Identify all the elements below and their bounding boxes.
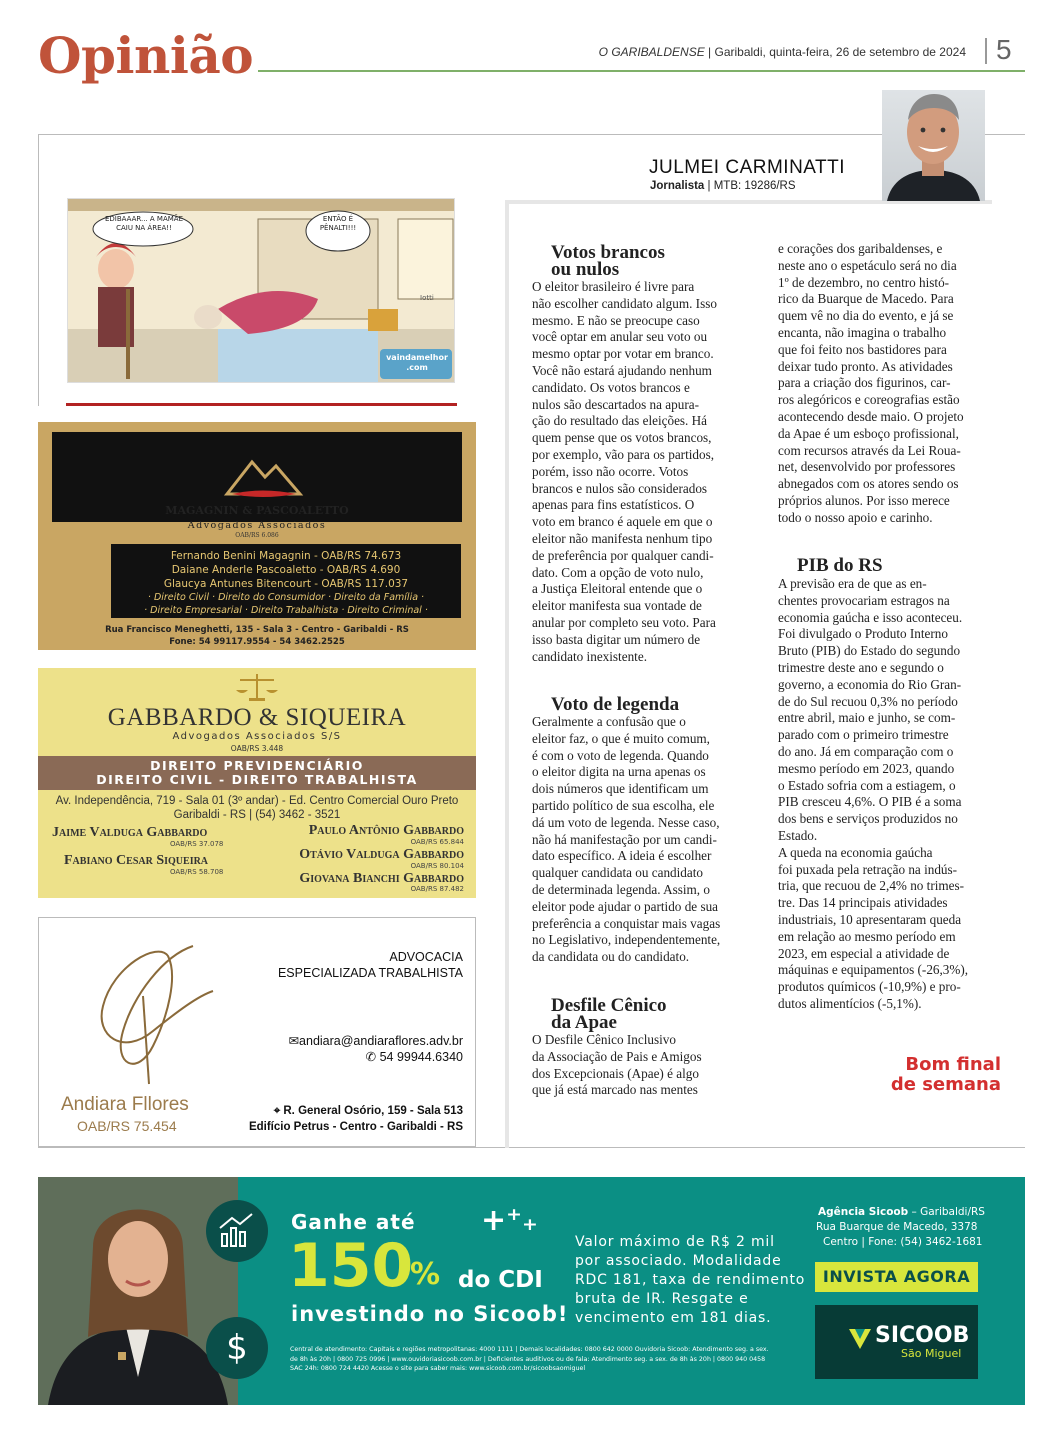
text-line: quem pense que os votos brancos, <box>532 430 712 446</box>
text-line: dutos alimentícios (-5,1%). <box>778 995 922 1011</box>
text-line: máquinas e equipamentos (-26,3%), <box>778 962 969 978</box>
lawyer-oab: OAB/RS 80.104 <box>410 862 464 870</box>
text-line: porém, isso não ocorre. Votos <box>532 463 689 479</box>
text-line: Foi divulgado o Produto Interno <box>778 626 948 642</box>
ad-gabbardo-contact <box>38 794 476 822</box>
text-line: no Legislativo, independentemente, <box>532 932 721 948</box>
text-line: dá um voto de legenda. Nesse caso, <box>532 814 720 830</box>
text-line: eleitor pode ajudar o partido de sua <box>532 898 719 914</box>
text-line: com recursos através da Lei Roua- <box>778 442 961 458</box>
text-line: governo, a economia do Rio Gran- <box>778 676 962 692</box>
scales-of-justice-icon <box>234 672 280 702</box>
cartoon-bubble-left: EDIBAAAR... A MAMÃE CAIU NA ÁREA!! <box>104 215 184 232</box>
location-pin-icon: ⌖ <box>273 1105 284 1117</box>
text-line: tre. Das 14 principais atividades <box>778 895 948 911</box>
envelope-icon: ✉ <box>288 1034 300 1048</box>
text-line: do ano. Já em comparação com o <box>778 743 954 759</box>
text-line: O Desfile Cênico Inclusivo <box>532 1032 676 1047</box>
banner-info <box>575 1233 805 1328</box>
ad-andiara-email-row[interactable] <box>289 1033 463 1048</box>
article-title-line: Desfile Cênico <box>551 995 667 1016</box>
text-line: A previsão era de que as en- <box>778 576 927 591</box>
lawyer-oab: OAB/RS 58.708 <box>170 868 224 876</box>
text-line: dato específico. A ideia é escolher <box>532 848 712 864</box>
article-body-desfile-cont <box>778 241 964 527</box>
plus-signs-icon: +⁺₊ <box>481 1203 538 1238</box>
cartoon-site: vaindamelhor .com <box>386 353 448 372</box>
banner-headline-1: Ganhe até <box>291 1210 416 1234</box>
article-title-line: Votos brancos <box>551 242 665 263</box>
text-line: todo o nosso apoio e carinho. <box>778 509 933 525</box>
ad-andiara-name: Andiara Fllores <box>61 1094 189 1115</box>
text-line: de determinada legenda. Assim, o <box>532 881 710 897</box>
ad-magagnin-areas <box>111 592 461 617</box>
article-body-pib <box>778 576 968 1013</box>
text-line: encanta, não imagina o trabalho <box>778 324 947 340</box>
ad-andiara-address-1: R. General Osório, 159 - Sala 513 <box>283 1105 463 1117</box>
text-line: Bruto (PIB) do Estado do segundo <box>778 643 961 659</box>
text-line: 1º de dezembro, no centro histó- <box>778 274 950 290</box>
sicoob-brand: SICOOB <box>875 1323 970 1348</box>
text-line: o Estado sofria com a estiagem, o <box>778 777 956 793</box>
text-line: dos Excepcionais (Apae) é algo <box>532 1065 699 1081</box>
cartoon <box>67 198 455 383</box>
ad-gabbardo-city: Garibaldi - RS | (54) 3462 - 3521 <box>173 809 341 821</box>
text-line: parado com o primeiro trimestre <box>778 727 949 743</box>
text-line: rico da Buarque de Macedo. Para <box>778 291 954 307</box>
agency-name: Agência Sicoob <box>818 1206 909 1218</box>
text-line: apenas para fins estatísticos. O <box>532 497 695 513</box>
column-border-left <box>505 200 509 1148</box>
lawyer-oab: OAB/RS 87.482 <box>410 885 464 893</box>
article-title-line: da Apae <box>551 1012 617 1033</box>
ad-andiara-address-row <box>274 1105 463 1118</box>
text-line: foi puxada pela retração na indús- <box>778 861 958 877</box>
text-line: mesmo optar por votar em branco. <box>532 346 714 362</box>
text-line: eleitor não manifesta nenhum tipo <box>532 530 713 546</box>
ad-magagnin-firm: MAGAGNIN & PASCOALETTO <box>165 504 349 517</box>
ad-magagnin-firm-sub: Advogados Associados <box>187 520 327 531</box>
page-number: 5 <box>996 34 1012 65</box>
ad-magagnin-oab: OAB/RS 6.086 <box>235 532 279 539</box>
text-line: é com o voto de legenda. Quando <box>532 747 709 763</box>
text-line: a Justiça Eleitoral entende que o <box>532 581 703 597</box>
ad-andiara[interactable] <box>38 917 476 1147</box>
text-line: O eleitor brasileiro é livre para <box>532 279 695 294</box>
text-line: candidato inexistente. <box>532 648 647 664</box>
signature-logo-icon <box>83 936 223 1086</box>
info-line: vencimento em 181 dias. <box>575 1310 772 1326</box>
practice-areas-line: · Direito Empresarial · Direito Trabalhista · Direito Criminal · <box>144 604 428 616</box>
sicoob-banner[interactable] <box>38 1177 1025 1405</box>
text-line: e corações dos garibaldenses, e <box>778 241 943 256</box>
banner-big-number: 150 <box>288 1231 414 1301</box>
text-line: ros alegóricos e coreografias estão <box>778 392 960 408</box>
text-line: mesmo. E não se preocupe caso <box>532 312 700 328</box>
text-line: neste ano o espetáculo será no dia <box>778 257 957 273</box>
text-line: Estado. <box>778 827 818 843</box>
text-line: não escolher candidato algum. Isso <box>532 295 717 311</box>
ad-andiara-address-2: Edifício Petrus - Centro - Garibaldi - RS <box>248 1121 463 1133</box>
text-line: qualquer candidata ou candidato <box>532 865 703 881</box>
banner-fine-print <box>290 1345 769 1374</box>
text-line: de do Sul recuou 0,3% no período <box>778 693 958 709</box>
ad-gabbardo-oab: OAB/RS 3.448 <box>230 744 284 753</box>
frame-left-rule <box>38 134 39 406</box>
info-line: Valor máximo de R$ 2 mil <box>575 1234 775 1250</box>
text-line: eleitor faz, o que é muito comum, <box>532 730 710 746</box>
ad-magagnin-contact <box>38 624 476 648</box>
lawyer-line: Glaucya Antunes Bitencourt - OAB/RS 117.037 <box>163 578 409 590</box>
header-separator <box>985 38 987 64</box>
author-role: Jornalista | MTB: 19286/RS <box>650 180 796 192</box>
invest-now-button[interactable]: INVISTA AGORA <box>815 1262 978 1292</box>
chart-icon-svg <box>206 1200 268 1262</box>
text-line: abnegados com os atores sendo os <box>778 476 959 492</box>
text-line: isso basta digitar um número de <box>532 631 701 647</box>
text-line: não há manifestação por um candi- <box>532 831 717 847</box>
text-line: industriais, 10 apresentaram queda <box>778 911 962 927</box>
author-registration: MTB: 19286/RS <box>713 180 796 192</box>
text-line: dois números que identificam um <box>532 781 709 797</box>
practice-area-line: DIREITO PREVIDENCIÁRIO <box>150 758 364 773</box>
ad-gabbardo-address: Av. Independência, 719 - Sala 01 (3º andar) - Ed. Centro Comercial Ouro Preto <box>55 795 459 807</box>
text-line: você optar em anular seu voto ou <box>532 329 708 345</box>
banner-percent: % <box>410 1257 441 1292</box>
publication-name: O GARIBALDENSE <box>598 45 705 59</box>
text-line: mesmo período em 2023, quando <box>778 760 955 776</box>
dateline: Garibaldi, quinta-feira, 26 de setembro de 2024 <box>714 45 966 59</box>
article-body-legenda <box>532 714 720 966</box>
lawyer-name: Fabiano Cesar Siqueira <box>64 853 209 868</box>
text-line: da candidata ou do candidato. <box>532 949 690 965</box>
text-line: tria, que recuou de 2,4% no trimes- <box>778 878 965 894</box>
text-line: dato. Com a opção de voto nulo, <box>532 564 704 580</box>
ad-andiara-oab: OAB/RS 75.454 <box>77 1118 177 1134</box>
text-line: anular por completo seu voto. Para <box>532 614 716 630</box>
article-title <box>551 696 679 713</box>
header-rule <box>258 70 1025 72</box>
info-line: bruta de IR. Resgate e <box>575 1291 749 1307</box>
lawyer-name: Jaime Valduga Gabbardo <box>52 825 208 840</box>
text-line: acontecendo desde maio. O projeto <box>778 408 964 424</box>
lawyer-line: Daiane Anderle Pascoaletto - OAB/RS 4.690 <box>171 564 401 576</box>
ad-magagnin-lawyers <box>111 549 461 591</box>
fine-print-line: de 8h às 20h | 0800 725 0996 | www.ouvidoriasicoob.com.br | Deficientes auditivos ou de fala: Atendimento seg. a sex. de 8h às 20h | 0800 940 0458 <box>290 1355 766 1363</box>
text-line: quem vê no dia do evento, e já se <box>778 308 954 324</box>
text-line: Geralmente a confusão que o <box>532 714 686 729</box>
text-line: por exemplo, vão para os partidos, <box>532 446 715 462</box>
text-line: brancos e nulos são considerados <box>532 480 708 496</box>
lawyer-line: Fernando Benini Magagnin - OAB/RS 74.673 <box>170 550 402 562</box>
text-line: que foi feito nos bastidores para <box>778 341 947 357</box>
text-line: 2023, em especial a atividade de <box>778 945 950 961</box>
dollar-icon: $ <box>206 1317 268 1379</box>
article-title-line: Voto de legenda <box>551 694 680 715</box>
text-line: da Apae é um esboço profissional, <box>778 425 959 441</box>
text-line: net, desenvolvido por professores <box>778 459 956 475</box>
text-line: ção do resultado das eleições. Há <box>532 413 708 429</box>
ad-andiara-email: andiara@andiaraflores.adv.br <box>299 1034 463 1048</box>
info-line: RDC 181, taxa de rendimento <box>575 1272 806 1288</box>
text-line: eleitor manifesta sua vontade de <box>532 598 702 614</box>
text-line: o eleitor digita na urna apenas os <box>532 764 706 780</box>
lawyer-name: Otávio Valduga Gabbardo <box>299 847 464 862</box>
text-line: em relação ao mesmo período em <box>778 928 956 944</box>
text-line: voto em branco é aquele em que o <box>532 514 713 530</box>
lawyer-name: Giovana Bianchi Gabbardo <box>299 871 464 886</box>
text-line: de preferência por qualquer candi- <box>532 547 714 563</box>
sicoob-mark-icon <box>847 1325 873 1351</box>
text-line: Você não estará ajudando nenhum <box>532 362 712 378</box>
text-line: próprios alunos. Por isso merece <box>778 492 950 508</box>
closing-line: de semana <box>890 1074 1001 1095</box>
lawyer-oab: OAB/RS 37.078 <box>170 840 224 848</box>
author-name: JULMEI CARMINATTI <box>649 157 846 178</box>
text-line: A queda na economia gaúcha <box>778 844 933 860</box>
text-line: PIB cresceu 4,6%. O PIB é a soma <box>778 794 962 810</box>
ad-andiara-phone-row[interactable] <box>366 1049 463 1064</box>
ad-gabbardo-areas <box>38 759 476 787</box>
ad-gabbardo-firm: GABBARDO & SIQUEIRA <box>107 704 407 731</box>
text-line: produtos químicos (-10,9%) e pro- <box>778 979 961 995</box>
cartoon-signature: Iotti <box>420 294 434 302</box>
ad-magagnin-address: Rua Francisco Meneghetti, 135 - Sala 3 - Centro - Garibaldi - RS <box>105 625 409 635</box>
text-line: economia gaúcha e isso aconteceu. <box>778 609 963 625</box>
agency-city: – Garibaldi/RS <box>908 1206 985 1218</box>
ad-andiara-title-2: ESPECIALIZADA TRABALHISTA <box>277 966 463 980</box>
text-line: chentes provocariam estragos na <box>778 592 950 608</box>
frame-bottom-rule <box>38 1147 1025 1148</box>
section-title: Opinião <box>38 26 254 85</box>
banner-headline-2: investindo no Sicoob! <box>291 1302 569 1326</box>
fine-print-line: SAC 24h: 0800 724 4420 Acesse o site para saber mais: www.sicoob.com.br/sicoobsaomiguel <box>290 1365 586 1372</box>
text-line: nulos são descartados na apura- <box>532 396 699 412</box>
article-title <box>797 557 883 574</box>
practice-areas-line: · Direito Civil · Direito do Consumidor · Direito da Família · <box>147 592 425 603</box>
text-line: trimestre deste ano e segundo o <box>778 659 944 675</box>
ad-magagnin[interactable] <box>38 422 476 650</box>
fine-print-line: Central de atendimento: Capitais e regiões metropolitanas: 4000 1111 | Demais localidades: 0800 642 0000 Ouvidoria Sicoob: Atendimento seg. a sex. <box>290 1346 769 1353</box>
agency-phone: Centro | Fone: (54) 3462-1681 <box>823 1236 983 1248</box>
text-line: entre abril, maio e junho, se com- <box>778 710 956 726</box>
text-line: preferência a conquistar mais vagas <box>532 915 721 931</box>
header-meta: O GARIBALDENSE | Garibaldi, quinta-feira, 26 de setembro de 2024 <box>598 45 966 59</box>
text-line: que já está marcado nas mentes <box>532 1082 698 1098</box>
author-portrait-icon <box>882 90 985 201</box>
closing-line: Bom final <box>905 1054 1001 1075</box>
ad-andiara-title-1: ADVOCACIA <box>389 950 463 964</box>
article-title <box>551 244 665 278</box>
text-line: partido político de sua escolha, ele <box>532 797 715 813</box>
ad-andiara-phone: 54 99944.6340 <box>379 1050 463 1064</box>
article-title <box>551 997 667 1031</box>
lawyer-name: Paulo Antônio Gabbardo <box>308 823 464 838</box>
practice-area-line: DIREITO CIVIL - DIREITO TRABALHISTA <box>96 772 418 787</box>
cartoon-rule <box>66 403 457 406</box>
text-line: deixar tudo pronto. As atividades <box>778 358 953 374</box>
text-line: para a criação dos figurinos, car- <box>778 375 951 391</box>
banner-agency <box>818 1206 985 1218</box>
info-line: por associado. Modalidade <box>575 1253 782 1269</box>
text-line: da Associação de Pais e Amigos <box>532 1048 702 1064</box>
sicoob-logo <box>815 1305 978 1379</box>
agency-address: Rua Buarque de Macedo, 3378 <box>816 1221 978 1233</box>
whatsapp-icon: ✆ <box>365 1050 380 1064</box>
ad-gabbardo-firm-sub: Advogados Associados S/S <box>172 731 342 742</box>
text-line: dos bens e serviços produzidos no <box>778 811 958 827</box>
author-photo <box>882 90 985 201</box>
banner-cdi: do CDI <box>458 1267 543 1293</box>
growth-chart-icon <box>206 1200 268 1262</box>
text-line: candidato. Os votos brancos e <box>532 379 690 395</box>
article-title-line: ou nulos <box>551 259 620 280</box>
article-body-desfile <box>532 1032 702 1099</box>
author-title: Jornalista <box>650 180 705 192</box>
ad-magagnin-phone: Fone: 54 99117.9554 - 54 3462.2525 <box>169 637 345 647</box>
frame-top-rule <box>38 134 1025 135</box>
sicoob-brand-sub: São Miguel <box>901 1347 962 1360</box>
article-body-votos <box>532 279 717 665</box>
cartoon-bubble-right: ENTÃO É PÊNALTI!!! <box>319 215 357 232</box>
ad-gabbardo[interactable] <box>38 668 476 898</box>
lawyer-oab: OAB/RS 65.844 <box>410 838 464 846</box>
closing-note <box>880 1055 1001 1095</box>
article-title-line: PIB do RS <box>797 555 883 576</box>
